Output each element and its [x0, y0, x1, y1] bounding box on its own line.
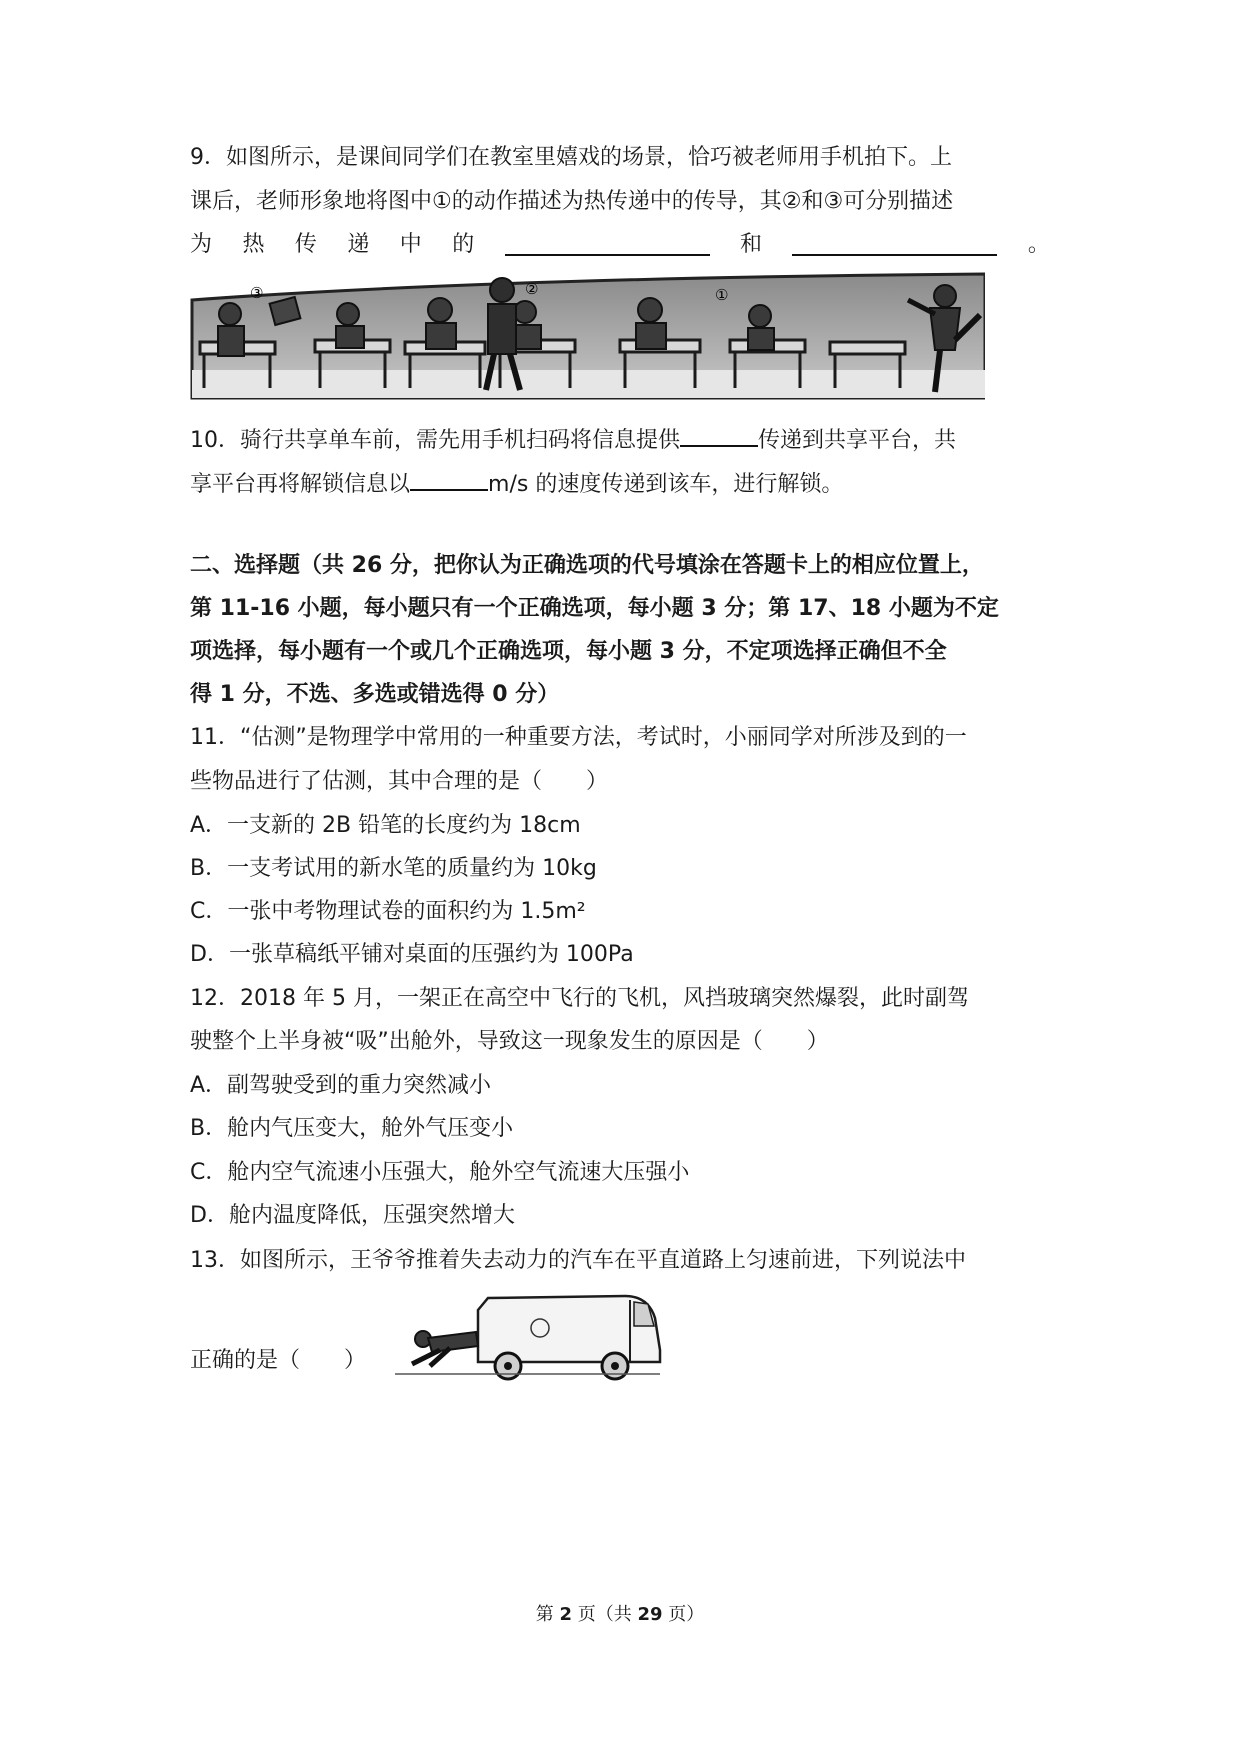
- man-pushing-van-illustration: [390, 1288, 665, 1386]
- current-page-number: 2: [559, 1604, 572, 1625]
- q12-option-c: C．舱内空气流速小压强大，舱外空气流速大压强小: [190, 1160, 690, 1185]
- q10-line-2-end: m/s 的速度传递到该车，进行解锁。: [488, 472, 844, 497]
- figure-label-2: ②: [525, 280, 539, 298]
- section-2-heading-line-2: 第 11-16 小题，每小题只有一个正确选项，每小题 3 分；第 17、18 小题为不定: [190, 596, 999, 621]
- q9-period: 。: [1027, 232, 1050, 257]
- q10-line-1-end: 传递到共享平台，共: [758, 428, 957, 453]
- page-footer: [0, 1603, 1240, 1627]
- q12-option-a: A．副驾驶受到的重力突然减小: [190, 1073, 492, 1098]
- q11-line-2: 些物品进行了估测，其中合理的是（ ）: [190, 769, 609, 794]
- q10-answer-blank-2[interactable]: [410, 465, 488, 491]
- q10-line-1-start: 10．骑行共享单车前，需先用手机扫码将信息提供: [190, 428, 680, 453]
- footer-suffix: 页）: [668, 1604, 705, 1625]
- figure-label-3: ③: [250, 284, 264, 302]
- q9-line-2: 课后，老师形象地将图中①的动作描述为热传递中的传导，其②和③可分别描述: [190, 189, 954, 214]
- q12-line-2: 驶整个上半身被“吸”出舱外，导致这一现象发生的原因是（ ）: [190, 1029, 829, 1054]
- section-2-heading-line-1: 二、选择题（共 26 分，把你认为正确选项的代号填涂在答题卡上的相应位置上，: [190, 553, 984, 578]
- figure-label-1: ①: [715, 286, 729, 304]
- q12-option-d: D．舱内温度降低，压强突然增大: [190, 1203, 515, 1228]
- footer-middle: 页（共: [577, 1604, 632, 1625]
- q11-option-d: D．一张草稿纸平铺对桌面的压强约为 100Pa: [190, 942, 634, 967]
- q11-option-a: A．一支新的 2B 铅笔的长度约为 18cm: [190, 813, 581, 838]
- q9-line-1: 9．如图所示，是课间同学们在教室里嬉戏的场景，恰巧被老师用手机拍下。上: [190, 145, 952, 170]
- q12-option-b: B．舱内气压变大，舱外气压变小: [190, 1116, 514, 1141]
- q9-line-3-char: 的: [452, 232, 475, 257]
- section-2-heading-line-4: 得 1 分，不选、多选或错选得 0 分）: [190, 682, 560, 707]
- classroom-illustration: [190, 270, 985, 400]
- q11-option-b: B．一支考试用的新水笔的质量约为 10kg: [190, 856, 597, 881]
- q10-answer-blank-1[interactable]: [680, 421, 758, 447]
- q9-and: 和: [740, 232, 763, 257]
- q13-line-2: 正确的是（ ）: [190, 1348, 367, 1373]
- q9-line-3-char: 为: [190, 232, 213, 257]
- q11-line-1: 11．“估测”是物理学中常用的一种重要方法，考试时，小丽同学对所涉及到的一: [190, 725, 967, 750]
- q9-line-3: [190, 230, 1050, 260]
- q10-line-2-start: 享平台再将解锁信息以: [190, 472, 411, 497]
- section-2-heading-line-3: 项选择，每小题有一个或几个正确选项，每小题 3 分，不定项选择正确但不全: [190, 639, 947, 664]
- q9-line-3-char: 递: [347, 232, 370, 257]
- q13-line-1: 13．如图所示，王爷爷推着失去动力的汽车在平直道路上匀速前进，下列说法中: [190, 1248, 966, 1273]
- footer-prefix: 第: [535, 1604, 554, 1625]
- q9-answer-blank-1[interactable]: [505, 230, 710, 256]
- q9-answer-blank-2[interactable]: [792, 230, 997, 256]
- q9-line-3-char: 传: [294, 232, 317, 257]
- q10-line-1: [190, 421, 956, 456]
- q9-line-3-char: 热: [242, 232, 265, 257]
- q10-line-2: [190, 465, 843, 500]
- q12-line-1: 12．2018 年 5 月，一架正在高空中飞行的飞机，风挡玻璃突然爆裂，此时副驾: [190, 986, 969, 1011]
- q11-option-c: C．一张中考物理试卷的面积约为 1.5m²: [190, 899, 586, 924]
- q9-line-3-char: 中: [399, 232, 422, 257]
- total-page-count: 29: [637, 1604, 663, 1625]
